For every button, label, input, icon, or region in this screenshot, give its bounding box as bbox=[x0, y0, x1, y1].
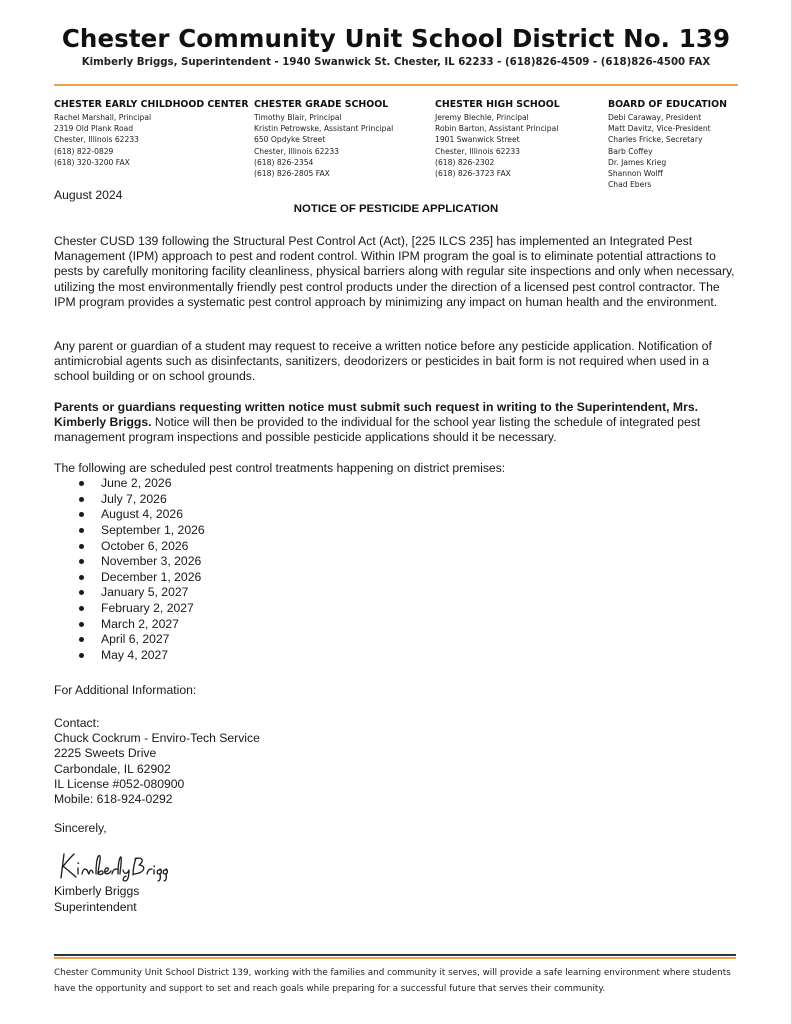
schedule-date: January 5, 2027 bbox=[101, 585, 189, 600]
signature-icon bbox=[56, 848, 176, 882]
column-line: Shannon Wolff bbox=[608, 169, 663, 179]
column-line: (618) 826-2805 FAX bbox=[254, 169, 330, 179]
contact-line: Mobile: 618-924-0292 bbox=[54, 791, 173, 806]
column-line: Timothy Blair, Principal bbox=[254, 113, 342, 122]
contact-line: 2225 Sweets Drive bbox=[54, 746, 157, 761]
closing: Sincerely, bbox=[54, 821, 107, 835]
column-line: (618) 826-2354 bbox=[254, 157, 314, 167]
school-column-board-of-education bbox=[608, 98, 727, 190]
schedule-date: November 3, 2026 bbox=[101, 554, 202, 569]
column-line: Jeremy Blechle, Principal bbox=[435, 113, 529, 122]
list-item bbox=[54, 554, 205, 570]
column-line: Dr. James Krieg bbox=[608, 157, 667, 167]
schedule-date: October 6, 2026 bbox=[101, 538, 189, 553]
bullet-icon bbox=[79, 606, 84, 611]
list-item bbox=[54, 523, 205, 539]
list-item bbox=[54, 476, 205, 492]
contact-line: Contact: bbox=[54, 716, 100, 730]
list-item bbox=[54, 492, 205, 508]
schedule-date: April 6, 2027 bbox=[101, 632, 170, 647]
list-item bbox=[54, 570, 205, 586]
letter-date: August 2024 bbox=[54, 188, 123, 202]
schedule-date: August 4, 2026 bbox=[101, 507, 183, 522]
signer-name: Kimberly Briggs bbox=[54, 884, 140, 898]
column-line: 2319 Old Plank Road bbox=[54, 124, 134, 134]
column-line: Robin Barton, Assistant Principal bbox=[435, 124, 559, 134]
contact-line: Carbondale, IL 62902 bbox=[54, 761, 171, 776]
bullet-icon bbox=[79, 637, 84, 642]
column-heading: CHESTER EARLY CHILDHOOD CENTER bbox=[54, 99, 249, 110]
bullet-icon bbox=[79, 590, 84, 595]
column-line: Kristin Petrowske, Assistant Principal bbox=[254, 124, 394, 134]
list-item bbox=[54, 648, 205, 664]
schedule-date: June 2, 2026 bbox=[101, 476, 172, 490]
column-line: (618) 822-0829 bbox=[54, 146, 114, 156]
column-line: Matt Davitz, Vice-President bbox=[608, 124, 711, 134]
list-item bbox=[54, 601, 205, 617]
column-line: 650 Opdyke Street bbox=[254, 135, 326, 145]
paragraph-ipm: Chester CUSD 139 following the Structural Pest Control Act (Act), [225 ILCS 235] has implemented an Integrated Pest Management (IPM) approach to pest and rodent control. Within IPM program the goal is to eliminate potential attractions to pests by carefully monitoring facility cleanliness, physical barriers along with regular site inspections and only when necessary, utilizing the most environmentally friendly pest control products under the direction of a licensed pest control contractor. The IPM program provides a systematic pest control approach by minimizing any impact on human health and the environment. bbox=[54, 234, 735, 309]
notice-title: NOTICE OF PESTICIDE APPLICATION bbox=[293, 203, 499, 215]
paragraph-written-request bbox=[54, 400, 744, 446]
contact-line: IL License #052-080900 bbox=[54, 776, 185, 791]
paragraph-rest: Notice will then be provided to the individual for the school year listing the schedule of integrated pest management program inspections and possible pesticide applications should it be necessary. bbox=[54, 415, 701, 445]
schedule-date: July 7, 2026 bbox=[101, 491, 167, 506]
bullet-icon bbox=[79, 481, 84, 486]
column-line: (618) 826-3723 FAX bbox=[435, 169, 511, 179]
column-line: 1901 Swanwick Street bbox=[435, 135, 520, 145]
additional-info-label: For Additional Information: bbox=[54, 683, 197, 697]
district-subtitle: Kimberly Briggs, Superintendent - 1940 Swanwick St. Chester, IL 62233 - (618)826-4509 - (618)826-4500 FAX bbox=[81, 57, 711, 68]
list-item bbox=[54, 507, 205, 523]
column-line: Chad Ebers bbox=[608, 180, 652, 190]
column-heading: BOARD OF EDUCATION bbox=[608, 99, 727, 110]
schedule-list bbox=[54, 476, 205, 664]
bullet-icon bbox=[79, 653, 84, 658]
column-heading: CHESTER HIGH SCHOOL bbox=[435, 99, 560, 110]
mission-statement: Chester Community Unit School District 139, working with the families and community it serves, will provide a safe learning environment where students have the opportunity and support to set and reach goals while preparing for a successful future that serves their community. bbox=[54, 968, 731, 994]
column-line: (618) 826-2302 bbox=[435, 157, 495, 167]
list-item bbox=[54, 617, 205, 633]
column-line: Chester, Illinois 62233 bbox=[54, 135, 140, 145]
column-line: Charles Fricke, Secretary bbox=[608, 135, 703, 145]
list-item bbox=[54, 539, 205, 555]
column-line: Barb Coffey bbox=[608, 146, 653, 156]
bullet-icon bbox=[79, 575, 84, 580]
column-heading: CHESTER GRADE SCHOOL bbox=[254, 99, 389, 110]
paragraph-bold-lead: Parents or guardians requesting written notice must submit such request in writing to the Superintendent, Mrs. Kimberly Briggs. bbox=[54, 400, 698, 430]
school-column-grade-school bbox=[254, 98, 393, 179]
column-line: (618) 320-3200 FAX bbox=[54, 157, 130, 167]
column-line: Rachel Marshall, Principal bbox=[54, 113, 152, 122]
school-column-high-school bbox=[435, 98, 560, 179]
bullet-icon bbox=[79, 512, 84, 517]
signer-title: Superintendent bbox=[54, 899, 137, 914]
schedule-date: September 1, 2026 bbox=[101, 522, 205, 537]
schedule-intro: The following are scheduled pest control treatments happening on district premises: bbox=[54, 461, 506, 475]
column-line: Chester, Illinois 62233 bbox=[254, 146, 340, 156]
header-divider bbox=[54, 84, 738, 86]
schedule-date: March 2, 2027 bbox=[101, 616, 179, 631]
footer-divider-orange bbox=[54, 957, 736, 959]
district-title: Chester Community Unit School District No. 139 bbox=[61, 24, 731, 53]
list-item bbox=[54, 632, 205, 648]
bullet-icon bbox=[79, 528, 84, 533]
schedule-date: February 2, 2027 bbox=[101, 601, 194, 616]
signer-block bbox=[54, 884, 139, 915]
footer-divider-dark bbox=[54, 954, 736, 956]
contact-line: Chuck Cockrum - Enviro-Tech Service bbox=[54, 731, 260, 746]
bullet-icon bbox=[79, 559, 84, 564]
schedule-date: December 1, 2026 bbox=[101, 569, 202, 584]
column-line: Chester, Illinois 62233 bbox=[435, 146, 521, 156]
schedule-date: May 4, 2027 bbox=[101, 648, 169, 663]
column-line: Debi Caraway, President bbox=[608, 113, 702, 122]
bullet-icon bbox=[79, 497, 84, 502]
list-item bbox=[54, 585, 205, 601]
contact-block bbox=[54, 716, 260, 807]
school-column-early-childhood bbox=[54, 98, 249, 168]
bullet-icon bbox=[79, 544, 84, 549]
bullet-icon bbox=[79, 622, 84, 627]
paragraph-notice-request: Any parent or guardian of a student may request to receive a written notice before any pesticide application. Notification of antimicrobial agents such as disinfectants, sanitizers, deodorizers or pesticides in bait form is not required when used in a school building or on school grounds. bbox=[54, 339, 712, 384]
